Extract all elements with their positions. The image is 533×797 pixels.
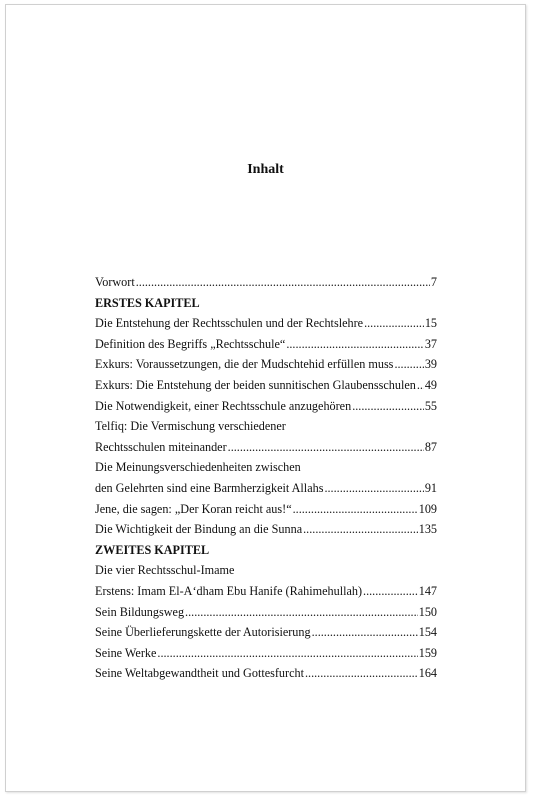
toc-entry-title: Jene, die sagen: „Der Koran reicht aus!“: [95, 501, 292, 516]
dot-leader: [157, 643, 417, 664]
chapter-heading: ERSTES KAPITEL: [95, 295, 200, 310]
toc-entry-title: Die Notwendigkeit, einer Rechtsschule anzugehören: [95, 398, 352, 413]
toc-entry: [95, 416, 437, 437]
toc-entry: [95, 643, 437, 664]
dot-leader: [136, 272, 430, 293]
toc-entry: [95, 375, 437, 396]
toc-entry-title: Seine Werke: [95, 645, 157, 660]
toc-entry-title: Exkurs: Die Entstehung der beiden sunnitischen Glaubensschulen: [95, 377, 416, 392]
dot-leader: [324, 478, 423, 499]
dot-leader: [394, 354, 423, 375]
toc-entry-page: 55: [424, 398, 437, 413]
toc-entry-title: Telfiq: Die Vermischung verschiedener: [95, 419, 286, 434]
toc-entry-page: 150: [418, 604, 437, 619]
toc-entry-title: Rechtsschulen miteinander: [95, 439, 227, 454]
toc-entry: [95, 354, 437, 375]
toc-entry: [95, 457, 437, 478]
toc-entry: [95, 396, 437, 417]
toc-entry-page: 49: [424, 377, 437, 392]
toc-entry: [95, 581, 437, 602]
toc-entry-title: Seine Überlieferungskette der Autorisierung: [95, 625, 311, 640]
toc-entry-title: Erstens: Imam El-A‘dham Ebu Hanife (Rahimehullah): [95, 583, 363, 598]
toc-entry-title: Die Entstehung der Rechtsschulen und der Rechtslehre: [95, 316, 364, 331]
toc-entry-title: Die vier Rechtsschul-Imame: [95, 563, 235, 578]
dot-leader: [312, 622, 418, 643]
toc-entry-page: 37: [424, 336, 437, 351]
toc-entry-page: 159: [418, 645, 437, 660]
toc-entry-title: Sein Bildungsweg: [95, 604, 185, 619]
toc-entry-title: Definition des Begriffs „Rechtsschule“: [95, 336, 286, 351]
dot-leader: [293, 499, 418, 520]
dot-leader: [286, 334, 423, 355]
dot-leader: [228, 437, 424, 458]
toc-entry: [95, 602, 437, 623]
toc-entry-page: 91: [424, 480, 437, 495]
toc-entry-page: 15: [424, 316, 437, 331]
toc-entry-page: 39: [424, 357, 437, 372]
toc-entry-title: Seine Weltabgewandtheit und Gottesfurcht: [95, 666, 304, 681]
toc-entry-page: 154: [418, 625, 437, 640]
toc-entry: [95, 478, 437, 499]
toc-entry-page: 135: [418, 522, 437, 537]
book-page: [5, 4, 526, 792]
dot-leader: [352, 396, 424, 417]
dot-leader: [417, 375, 424, 396]
toc-entry: [95, 313, 437, 334]
chapter-heading: ZWEITES KAPITEL: [95, 542, 210, 557]
toc-entry: [95, 560, 437, 581]
toc-entry-page: 147: [418, 583, 437, 598]
dot-leader: [364, 313, 424, 334]
dot-leader: [305, 663, 418, 684]
toc-entry-title: Exkurs: Voraussetzungen, die der Mudschtehid erfüllen muss: [95, 357, 394, 372]
toc-entry-page: 7: [430, 275, 437, 289]
toc-entry-title: Vorwort: [95, 275, 135, 289]
toc-entry: [95, 519, 437, 540]
toc-entry-page: 109: [418, 501, 437, 516]
toc-entry-title: Die Wichtigkeit der Bindung an die Sunna: [95, 522, 303, 537]
toc-entry-title: Die Meinungsverschiedenheiten zwischen: [95, 460, 301, 475]
toc-entry: [95, 334, 437, 355]
toc-entry: [95, 499, 437, 520]
toc-entry: [95, 272, 437, 293]
toc-entry: [95, 663, 437, 684]
dot-leader: [303, 519, 418, 540]
dot-leader: [363, 581, 418, 602]
toc-entry: [95, 437, 437, 458]
dot-leader: [185, 602, 418, 623]
table-of-contents: [95, 272, 437, 684]
toc-entry-page: 164: [418, 666, 437, 681]
page-title: Inhalt: [247, 162, 284, 177]
toc-entry-page: 87: [424, 439, 437, 454]
toc-entry-title: den Gelehrten sind eine Barmherzigkeit Allahs: [95, 480, 324, 495]
toc-entry: [95, 622, 437, 643]
